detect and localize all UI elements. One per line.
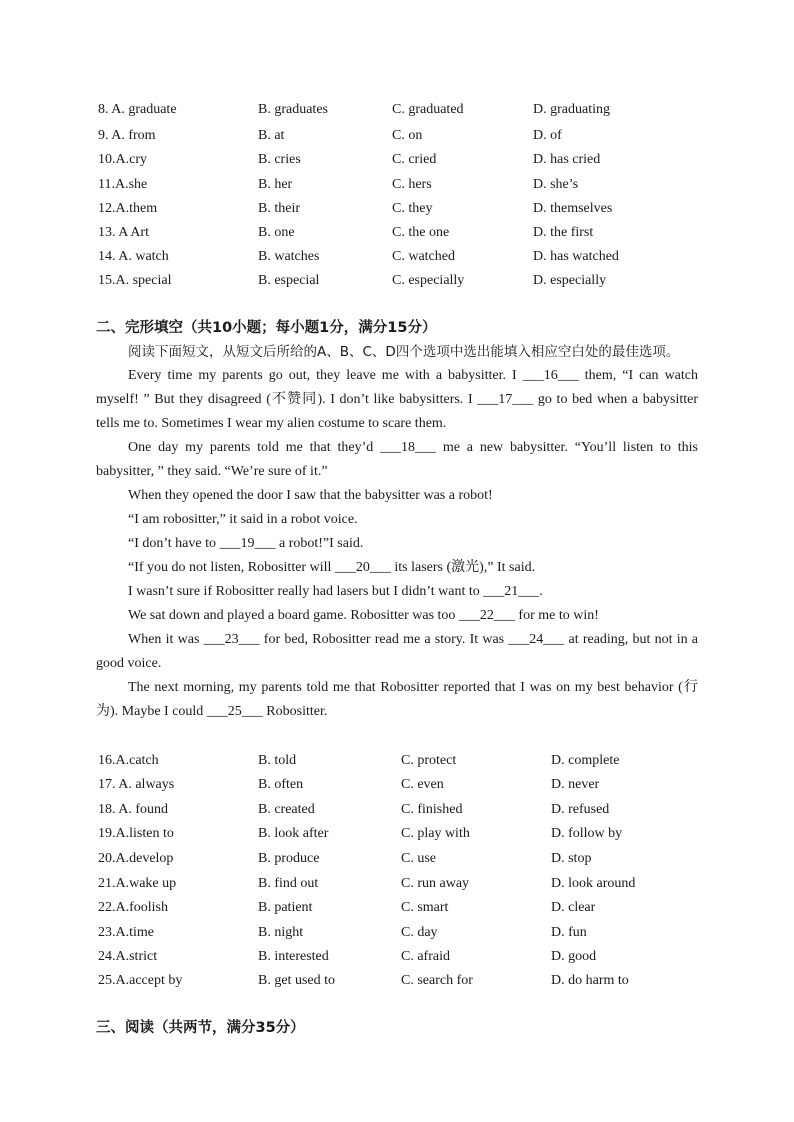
option-row [0,148,794,172]
option-d: D. themselves [533,201,613,216]
option-a: 12.A.them [98,201,158,216]
option-b: B. one [258,225,295,240]
option-d: D. look around [551,876,636,891]
option-row [0,245,794,269]
option-b: B. at [258,128,285,143]
section2-heading: 二、完形填空（共10小题；每小题1分，满分15分） [96,320,437,336]
option-row [0,921,794,945]
section2-intro: 阅读下面短文，从短文后所给的A、B、C、D四个选项中选出能填入相应空白处的最佳选项。 [128,344,680,360]
option-a: 17. A. always [98,777,175,792]
option-a: 11.A.she [98,177,148,192]
passage-paragraph: Every time my parents go out, they leave me with a babysitter. I ___16___ them, “I can watch myself! ” But they disagreed (不赞同). I don’t like babysitters. I ___17___ go to bed when a babysitter tells me to. Sometimes I wear my alien costume to scare them. [96,368,698,431]
option-row [0,773,794,797]
option-row [0,221,794,245]
option-a: 24.A.strict [98,949,158,964]
option-row [0,945,794,969]
option-b: B. interested [258,949,329,964]
option-a: 23.A.time [98,925,154,940]
option-a: 20.A.develop [98,851,174,866]
option-b: B. graduates [258,102,328,117]
option-row [0,173,794,197]
option-row [0,896,794,920]
option-a: 8. A. graduate [98,102,177,117]
option-d: D. of [533,128,562,143]
option-a: 10.A.cry [98,152,147,167]
passage-paragraph: The next morning, my parents told me that Robositter reported that I was on my best behavior (行为). Maybe I could ___25___ Robositter. [96,680,698,719]
option-b: B. told [258,753,297,768]
option-c: C. use [401,851,436,866]
option-c: C. graduated [392,102,464,117]
option-c: C. finished [401,802,463,817]
option-d: D. never [551,777,600,792]
option-row [0,269,794,293]
option-c: C. they [392,201,433,216]
option-d: D. stop [551,851,592,866]
option-d: D. clear [551,900,596,915]
option-a: 21.A.wake up [98,876,177,891]
option-a: 22.A.foolish [98,900,168,915]
option-a: 16.A.catch [98,753,159,768]
option-b: B. watches [258,249,320,264]
passage-paragraph: “I am robositter,” it said in a robot voice. [128,512,358,527]
option-b: B. look after [258,826,329,841]
option-c: C. cried [392,152,437,167]
section3-heading: 三、阅读（共两节，满分35分） [96,1020,305,1036]
section2-passage [96,340,698,724]
passage-paragraph: We sat down and played a board game. Robositter was too ___22___ for me to win! [128,608,599,623]
option-b: B. produce [258,851,320,866]
option-row [0,98,794,122]
option-c: C. especially [392,273,465,288]
option-b: B. their [258,201,300,216]
passage-paragraph: I wasn’t sure if Robositter really had lasers but I didn’t want to ___21___. [128,584,543,599]
option-a: 14. A. watch [98,249,169,264]
option-c: C. on [392,128,423,143]
option-d: D. good [551,949,597,964]
passage-paragraph: “If you do not listen, Robositter will ___20___ its lasers (激光),” It said. [128,560,536,575]
option-a: 15.A. special [98,273,172,288]
option-b: B. created [258,802,315,817]
option-d: D. complete [551,753,620,768]
option-d: D. she’s [533,177,579,192]
option-a: 25.A.accept by [98,973,183,988]
option-a: 19.A.listen to [98,826,174,841]
option-b: B. especial [258,273,320,288]
option-c: C. run away [401,876,470,891]
option-c: C. protect [401,753,457,768]
option-c: C. hers [392,177,432,192]
option-c: C. the one [392,225,450,240]
option-a: 13. A Art [98,225,149,240]
option-c: C. smart [401,900,449,915]
option-row [0,798,794,822]
option-row [0,124,794,148]
option-c: C. watched [392,249,455,264]
option-row [0,197,794,221]
option-b: B. often [258,777,304,792]
option-row [0,749,794,773]
option-c: C. afraid [401,949,450,964]
option-a: 18. A. found [98,802,168,817]
option-b: B. patient [258,900,313,915]
option-d: D. graduating [533,102,610,117]
option-row [0,969,794,993]
option-d: D. refused [551,802,610,817]
option-d: D. follow by [551,826,623,841]
option-c: C. search for [401,973,473,988]
option-row [0,822,794,846]
option-c: C. day [401,925,438,940]
option-row [0,847,794,871]
option-b: B. night [258,925,304,940]
passage-paragraph: “I don’t have to ___19___ a robot!”I said. [128,536,364,551]
option-b: B. find out [258,876,319,891]
option-d: D. has watched [533,249,619,264]
option-d: D. the first [533,225,594,240]
option-c: C. even [401,777,444,792]
passage-paragraph: One day my parents told me that they’d ___18___ me a new babysitter. “You’ll listen to this babysitter, ” they said. “We’re sure of it.” [96,440,698,479]
option-b: B. cries [258,152,301,167]
option-a: 9. A. from [98,128,156,143]
passage-paragraph: When they opened the door I saw that the babysitter was a robot! [128,488,493,503]
option-b: B. get used to [258,973,335,988]
option-b: B. her [258,177,293,192]
passage-paragraph: When it was ___23___ for bed, Robositter read me a story. It was ___24___ at reading, but not in a good voice. [96,632,698,671]
option-d: D. fun [551,925,587,940]
option-row [0,872,794,896]
option-d: D. has cried [533,152,601,167]
option-c: C. play with [401,826,470,841]
option-d: D. do harm to [551,973,629,988]
option-d: D. especially [533,273,607,288]
